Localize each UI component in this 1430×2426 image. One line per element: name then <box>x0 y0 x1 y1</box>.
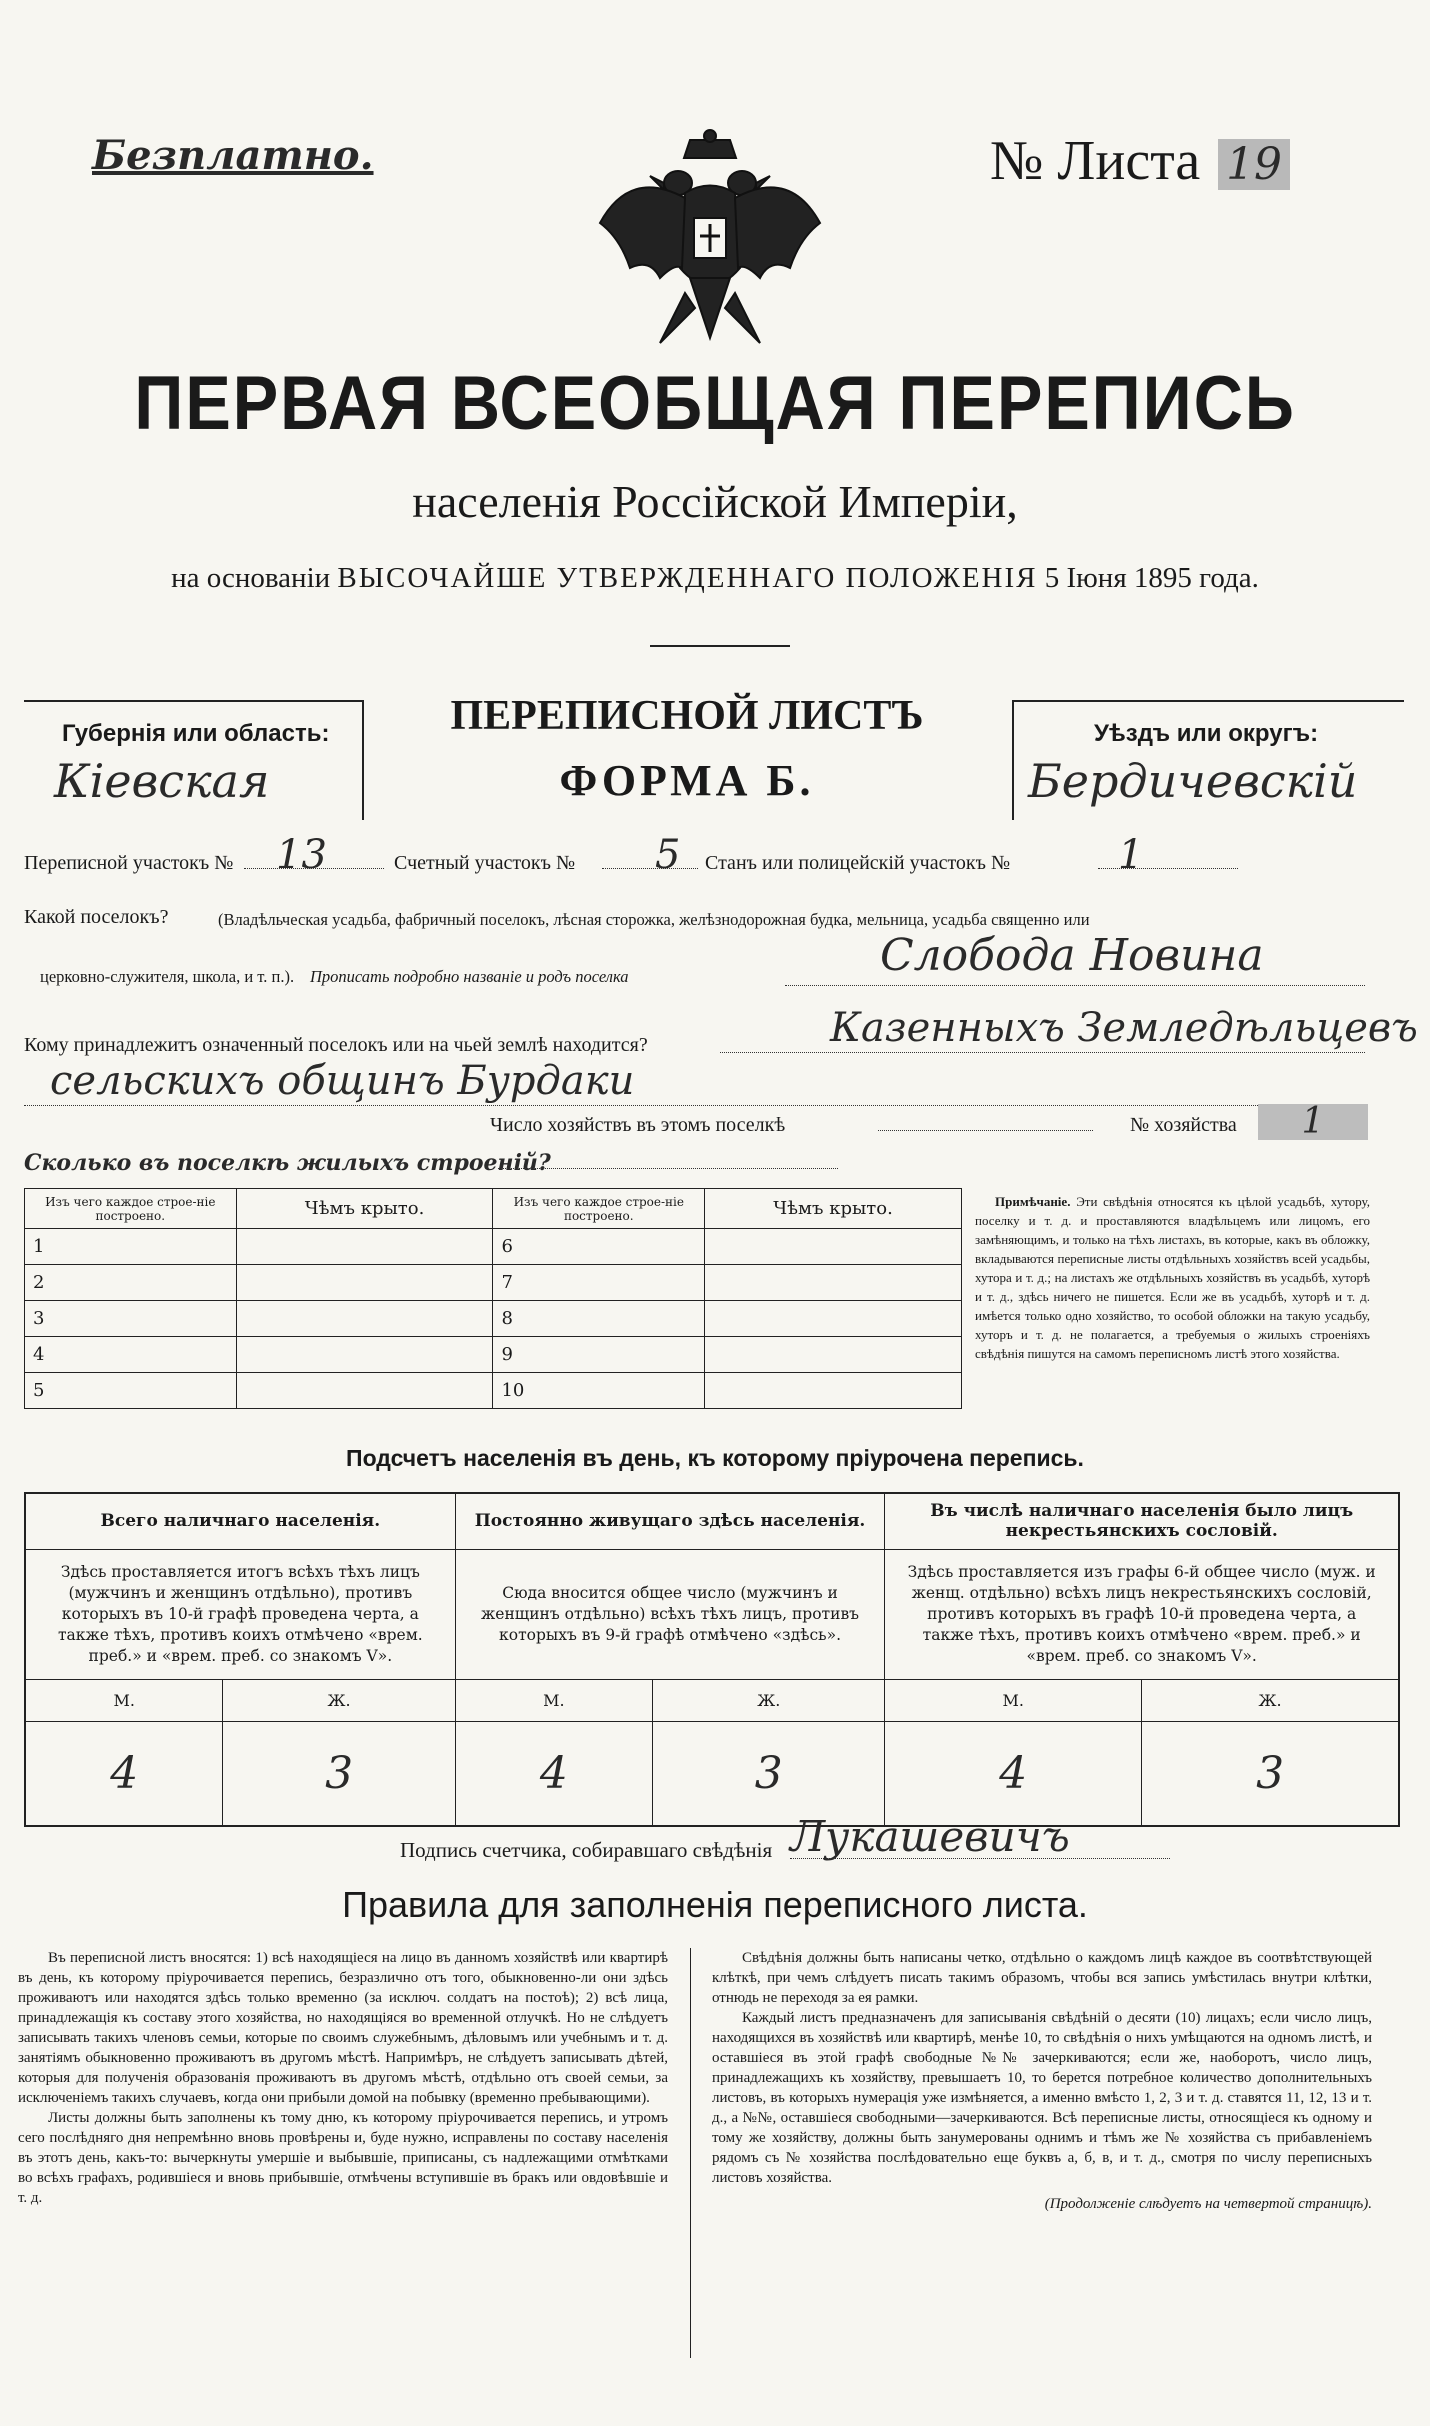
household-no-value[interactable]: 1 <box>1258 1104 1368 1140</box>
population-col3-desc: Здѣсь проставляется изъ графы 6-й общее число (муж. и женщ. отдѣльно) всѣхъ лицъ некрестьянскихъ сословій, противъ которыхъ въ графѣ 10-й проведена черта, а также тѣхъ, противъ коихъ отмѣчено «врем. преб.» и «врем. преб. со знакомъ V». <box>885 1549 1399 1679</box>
settlement-hint: (Владѣльческая усадьба, фабричный поселокъ, лѣсная сторожка, желѣзнодорожная будка, мельница, усадьба священно или <box>218 910 1090 929</box>
sheet-number-label: № Листа <box>990 130 1201 192</box>
sheet-number-value: 19 <box>1218 139 1290 190</box>
settlement-hint2: церковно-служителя, школа, и т. п.). <box>40 967 295 986</box>
buildings-label: Сколько въ поселкѣ жилыхъ строеній? <box>24 1150 551 1176</box>
census-area-value[interactable]: 13 <box>276 832 327 878</box>
building-roof-cell[interactable] <box>236 1373 493 1409</box>
rules-right-p1: Свѣдѣнія должны быть написаны четко, отдѣльно о каждомъ лицѣ каждое въ соотвѣтствующей клѣткѣ, при чемъ слѣдуетъ писать такимъ образомъ, чтобы вся запись умѣстилась внутри клѣтки, отнюдь не переходя за ея рамки. <box>712 1950 1372 2006</box>
stan-value[interactable]: 1 <box>1118 832 1144 878</box>
building-row-num: 2 <box>25 1265 237 1301</box>
counting-area-value[interactable]: 5 <box>655 832 681 878</box>
household-no-label: № хозяйства <box>1130 1114 1237 1136</box>
basis-line <box>0 562 1430 595</box>
owner-value-2[interactable]: сельскихъ общинъ Бурдаки <box>50 1058 635 1104</box>
owner-label: Кому принадлежитъ означенный поселокъ или на чьей землѣ находится? <box>24 1034 648 1056</box>
signature-value[interactable]: Лукашевичъ <box>790 1812 1070 1861</box>
rules-column-divider <box>690 1948 691 2358</box>
settlement-value[interactable]: Слобода Новина <box>880 930 1264 981</box>
rules-title: Правила для заполненія переписного листа. <box>342 1884 1088 1925</box>
population-title: Подсчетъ населенія въ день, къ которому пріурочена перепись. <box>346 1445 1084 1471</box>
building-row-num: 10 <box>493 1373 705 1409</box>
rules-left-column <box>18 1948 668 2208</box>
rules-continued: (Продолженіе слѣдуетъ на четвертой страницѣ). <box>1044 2196 1372 2212</box>
building-roof-cell[interactable] <box>705 1229 962 1265</box>
uezd-box <box>1012 700 1404 820</box>
rules-right-column <box>712 1948 1372 2214</box>
building-row-num: 5 <box>25 1373 237 1409</box>
population-value[interactable]: 3 <box>223 1721 455 1826</box>
population-f-header: Ж. <box>223 1679 455 1721</box>
buildings-col2-header-left: Чѣмъ крыто. <box>236 1189 493 1229</box>
population-col1-desc: Здѣсь проставляется итогъ всѣхъ тѣхъ лицъ (мужчинъ и женщинъ отдѣльно), противъ которыхъ въ 10-й графѣ проведена черта, а также тѣхъ, противъ коихъ отмѣчено «врем. преб.» и «врем. преб. со знакомъ V». <box>25 1549 455 1679</box>
population-m-header: М. <box>25 1679 223 1721</box>
population-col3-header: Въ числѣ наличнаго населенія было лицъ некрестьянскихъ сословій. <box>885 1493 1399 1549</box>
province-label: Губернія или область: <box>62 720 330 747</box>
sheet-title: ПЕРЕПИСНОЙ ЛИСТЪ <box>450 693 924 739</box>
note-text: Эти свѣдѣнія относятся къ цѣлой усадьбѣ, хутору, поселку и т. д. и проставляются владѣльцемъ или лицомъ, его замѣняющимъ, и только на тѣхъ листахъ, въ которые, какъ въ обложку, вкладываются переписные листы отдѣльныхъ хозяйствъ всей усадьбы, хутора и т. д.; на листахъ же отдѣльныхъ хозяйствъ въ усадьбѣ, хуторѣ и т. д., здѣсь ничего не пишется. Если же въ усадьбѣ, хуторѣ и т. д. имѣется только одно хозяйство, то особой обложки на такую усадьбу, хуторъ и т. д. не полагается, а требуемыя о жилыхъ строеніяхъ свѣдѣнія пишутся на самомъ переписномъ листѣ этого хозяйства. <box>975 1194 1371 1361</box>
census-subtitle: населенія Россійской Имперіи, <box>412 476 1018 527</box>
population-f-header: Ж. <box>1142 1679 1399 1721</box>
building-row-num: 8 <box>493 1301 705 1337</box>
building-row-num: 9 <box>493 1337 705 1373</box>
building-roof-cell[interactable] <box>236 1301 493 1337</box>
building-roof-cell[interactable] <box>705 1265 962 1301</box>
province-box <box>24 700 364 820</box>
rules-left-p2: Листы должны быть заполнены къ тому дню, къ которому пріурочивается перепись, и утромъ сего послѣдняго дня непремѣнно вновь провѣрены и, буде нужно, исправлены по составу населенія въ этотъ день, какъ-то: вычеркнуты умершіе и выбывшіе, приписаны, съ надлежащими отмѣтками во всѣхъ графахъ, родившіеся и вновь прибывшіе, отмѣчены вступившіе въ бракъ или овдовѣвшіе и т. д. <box>18 2110 668 2206</box>
building-roof-cell[interactable] <box>236 1265 493 1301</box>
basis-main: ВЫСОЧАЙШЕ УТВЕРЖДЕННАГО ПОЛОЖЕНІЯ <box>337 562 1038 594</box>
uezd-label: Уѣздъ или округъ: <box>1094 720 1319 747</box>
stan-label: Станъ или полицейскій участокъ № <box>705 852 1011 874</box>
header-divider <box>650 645 790 647</box>
population-col2-header: Постоянно живущаго здѣсь населенія. <box>455 1493 885 1549</box>
population-col2-desc: Сюда вносится общее число (мужчинъ и женщинъ отдѣльно) всѣхъ тѣхъ лицъ, противъ которыхъ въ 9-й графѣ отмѣчено «здѣсь». <box>455 1549 885 1679</box>
population-value[interactable]: 3 <box>653 1721 885 1826</box>
building-row-num: 6 <box>493 1229 705 1265</box>
population-value[interactable]: 3 <box>1142 1721 1399 1826</box>
rules-right-p2: Каждый листъ предназначенъ для записыванія свѣдѣній о десяти (10) лицахъ; если число лицъ, находящихся въ хозяйствѣ или квартирѣ, менѣе 10, то свѣдѣнія о нихъ умѣщаются на одномъ листѣ, и оставшіеся въ этой графѣ свободные №№ зачеркиваются; если же, наоборотъ, число лицъ, принадлежащихъ къ хозяйству, превышаетъ 10, то берется потребное количество дополнительныхъ листовъ, въ которыхъ нумерація уже измѣняется, а именно вмѣсто 1, 2, 3 и т. д. ставятся 11, 12, 13 и т. д., а №№, оставшіеся свободными—зачеркиваются. Всѣ переписные листы, относящіеся къ одному и тому же хозяйству, должны быть занумерованы однимъ и тѣмъ же № хозяйства съ прибавленіемъ рядомъ съ № хозяйства послѣдовательно еще буквъ а, б, в, и т. д., смотря по числу переписныхъ листовъ хозяйства. <box>712 2010 1372 2186</box>
population-m-header: М. <box>455 1679 652 1721</box>
building-roof-cell[interactable] <box>705 1301 962 1337</box>
population-value[interactable]: 4 <box>25 1721 223 1826</box>
sheet-number <box>990 128 1290 193</box>
rules-left-p1: Въ переписной листъ вносятся: 1) всѣ находящіеся на лицо въ данномъ хозяйствѣ или квартирѣ въ день, къ которому пріурочивается перепись, безразлично отъ того, обыкновенно-ли они здѣсь проживаютъ или находятся здѣсь только временно (за исключ. солдатъ на постоѣ); 2) всѣ лица, принадлежащія къ составу этого хозяйства, но находящіяся во временной отлучкѣ. Но не слѣдуетъ записывать такихъ членовъ семьи, которые по своимъ служебнымъ, дѣловымъ или учебнымъ и т. д. занятіямъ обыкновенно проживаютъ въ другомъ мѣстѣ. Напримѣръ, не слѣдуетъ записывать дѣтей, которыя для полученія образованія проживаютъ въ другомъ мѣстѣ, отдѣльно отъ своей семьи, за исключеніемъ такихъ случаевъ, когда они прибыли домой на побывку (временно пребывающими). <box>18 1950 668 2106</box>
population-f-header: Ж. <box>653 1679 885 1721</box>
note-title: Примѣчаніе. <box>995 1194 1071 1209</box>
owner-value-1[interactable]: Казенныхъ Земледѣльцевъ <box>830 1005 1418 1051</box>
population-value[interactable]: 4 <box>455 1721 652 1826</box>
uezd-value[interactable]: Бердичевскій <box>1028 754 1358 808</box>
building-roof-cell[interactable] <box>236 1337 493 1373</box>
building-roof-cell[interactable] <box>236 1229 493 1265</box>
population-table <box>24 1492 1400 1827</box>
settlement-label: Какой поселокъ? <box>24 906 169 928</box>
building-row-num: 3 <box>25 1301 237 1337</box>
settlement-hint-italic: Прописать подробно названіе и родъ поселка <box>310 967 629 986</box>
buildings-col2-header-right: Чѣмъ крыто. <box>705 1189 962 1229</box>
buildings-col1-header-right: Изъ чего каждое строе-ніе построено. <box>493 1189 705 1229</box>
note-block <box>975 1192 1370 1363</box>
census-area-label: Переписной участокъ № <box>24 852 234 874</box>
basis-prefix: на основаніи <box>171 562 331 594</box>
census-title: ПЕРВАЯ ВСЕОБЩАЯ ПЕРЕПИСЬ <box>134 361 1296 446</box>
building-roof-cell[interactable] <box>705 1337 962 1373</box>
building-row-num: 7 <box>493 1265 705 1301</box>
building-row-num: 4 <box>25 1337 237 1373</box>
basis-date: 5 Іюня 1895 года. <box>1044 562 1259 594</box>
population-m-header: М. <box>885 1679 1142 1721</box>
building-row-num: 1 <box>25 1229 237 1265</box>
imperial-eagle-emblem <box>590 128 830 358</box>
form-label: ФОРМА Б. <box>559 756 815 805</box>
population-value[interactable]: 4 <box>885 1721 1142 1826</box>
signature-label: Подпись счетчика, собиравшаго свѣдѣнія <box>400 1838 773 1862</box>
buildings-table <box>24 1188 962 1409</box>
free-label: Безплатно. <box>92 132 374 179</box>
buildings-col1-header-left: Изъ чего каждое строе-ніе построено. <box>25 1189 237 1229</box>
province-value[interactable]: Кіевская <box>54 754 270 808</box>
population-col1-header: Всего наличнаго населенія. <box>25 1493 455 1549</box>
building-roof-cell[interactable] <box>705 1373 962 1409</box>
counting-area-label: Счетный участокъ № <box>394 852 576 874</box>
households-label: Число хозяйствъ въ этомъ поселкѣ <box>490 1114 786 1136</box>
